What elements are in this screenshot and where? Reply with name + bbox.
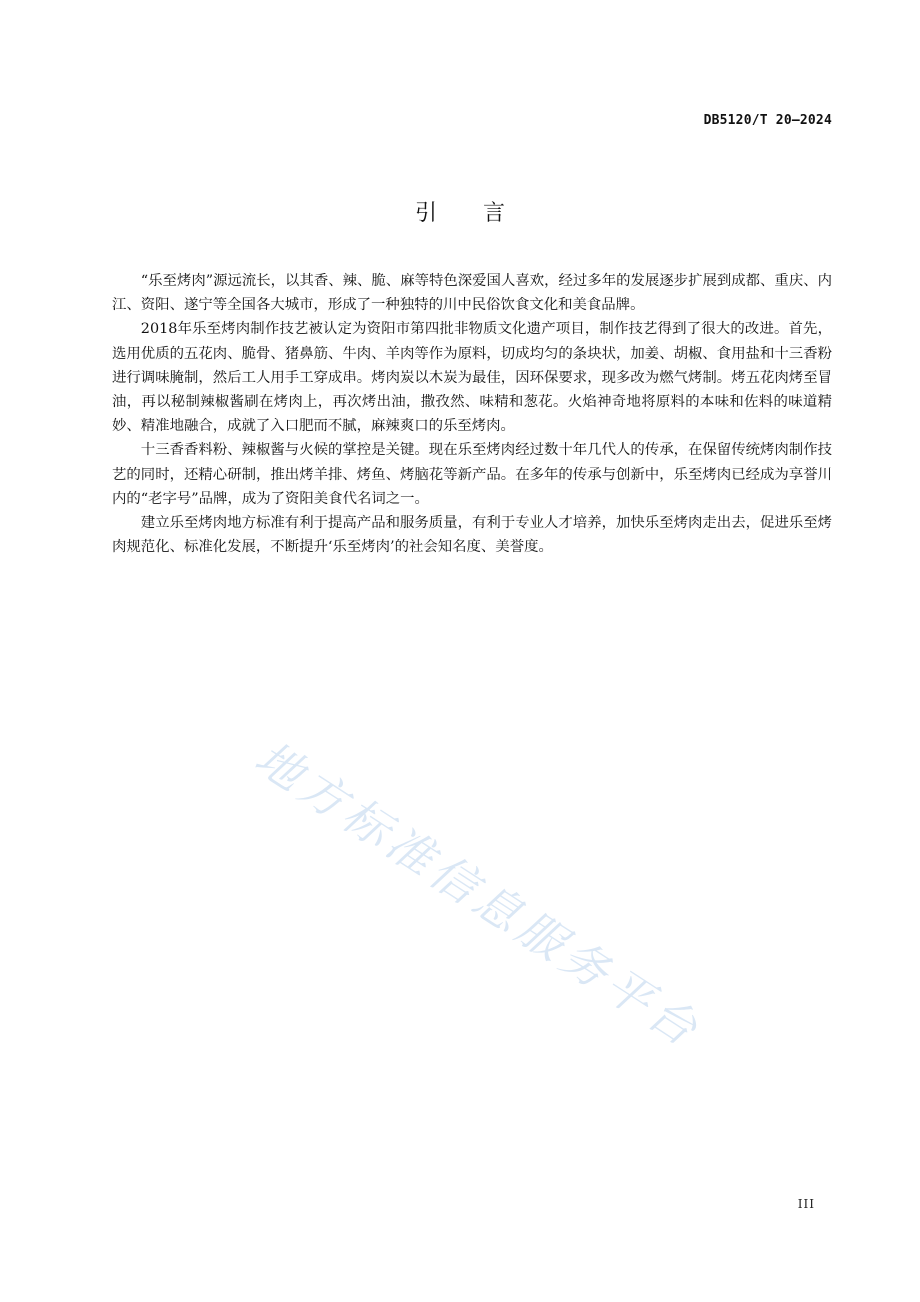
introduction-body xyxy=(112,269,832,559)
page-number: III xyxy=(797,1197,815,1211)
paragraph-4: 建立乐至烤肉地方标准有利于提高产品和服务质量，有利于专业人才培养，加快乐至烤肉走出去，促进乐至烤肉规范化、标准化发展，不断提升‘乐至烤肉’的社会知名度、美誉度。 xyxy=(112,515,832,556)
standard-code: DB5120/T 20—2024 xyxy=(703,113,832,128)
paragraph-3: 十三香香料粉、辣椒酱与火候的掌控是关键。现在乐至烤肉经过数十年几代人的传承，在保留传统烤肉制作技艺的同时，还精心研制，推出烤羊排、烤鱼、烤脑花等新产品。在多年的传承与创新中，乐至烤肉已经成为享誉川内的“老字号”品牌，成为了资阳美食代名词之一。 xyxy=(112,442,832,507)
section-title: 引言 xyxy=(414,201,551,226)
paragraph-1: “乐至烤肉”源远流长，以其香、辣、脆、麻等特色深爱国人喜欢，经过多年的发展逐步扩展到成都、重庆、内江、资阳、遂宁等全国各大城市，形成了一种独特的川中民俗饮食文化和美食品牌。 xyxy=(112,273,832,314)
paragraph-2: 2018年乐至烤肉制作技艺被认定为资阳市第四批非物质文化遗产项目，制作技艺得到了很大的改进。首先，选用优质的五花肉、脆骨、猪鼻筋、牛肉、羊肉等作为原料，切成均匀的条块状，加姜、胡椒、食用盐和十三香粉进行调味腌制，然后工人用手工穿成串。烤肉炭以木炭为最佳，因环保要求，现多改为燃气烤制。烤五花肉烤至冒油，再以秘制辣椒酱刷在烤肉上，再次烤出油，撒孜然、味精和葱花。火焰神奇地将原料的本味和佐料的味道精妙、精准地融合，成就了入口肥而不腻，麻辣爽口的乐至烤肉。 xyxy=(112,321,832,435)
watermark-text: 地方标准信息服务平台 xyxy=(245,730,712,1059)
